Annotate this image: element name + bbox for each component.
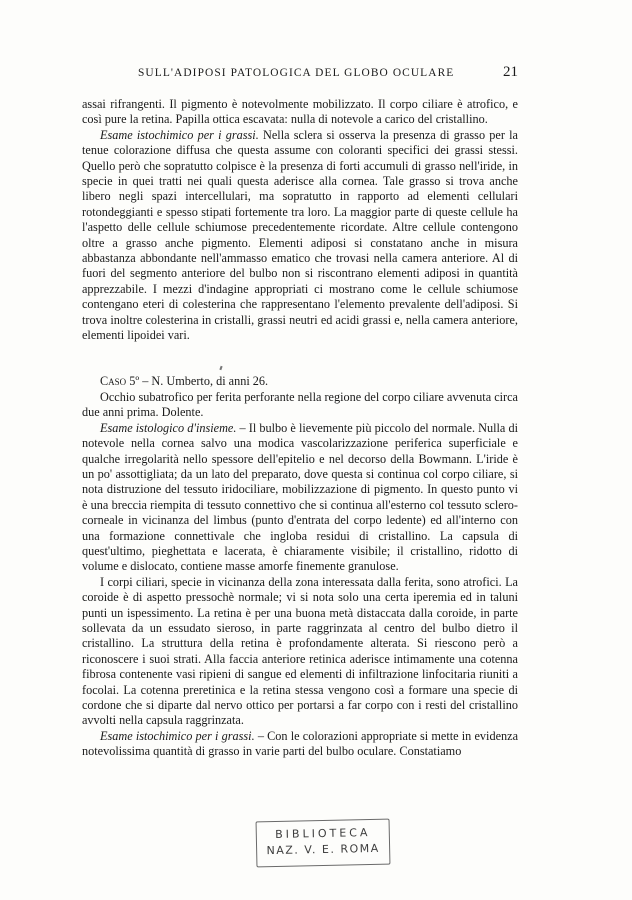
stamp-line-library: BIBLIOTECA — [275, 826, 371, 841]
library-stamp — [256, 819, 391, 868]
stamp-line-location: NAZ. V. E. ROMA — [266, 841, 380, 858]
case-label: Caso 5º — [100, 373, 140, 388]
paragraph-3: Occhio subatrofico per ferita perforante nella regione del corpo ciliare avvenuta circa due anni prima. Dolente. — [82, 389, 518, 420]
section-title-histochemical-2: Esame istochimico per i grassi. — [100, 728, 255, 743]
paragraph-2-text: Nella sclera si osserva la presenza di grasso per la tenue colorazione diffusa che questa assume con coloranti specifici dei grassi stessi. Quello però che sopratutto colpisce è la presenza di forti accumuli di grasso nell'iride, in specie in quei tratti nei quali questa aderisce alla cornea. Tale grasso si trova anche libero negli spazi intercellulari, ma sopratutto in rapporto ad elementi cellulari rotondeggianti e spesso stipati fortemente tra loro. La maggior parte di queste cellule ha l'aspetto delle cellule schiumose precedentemente ricordate. Altre cellule contengono oltre a grasso anche pigmento. Elementi adiposi si constatano anche in misura abbastanza abbondante nell'ammasso ematico che trovasi nella camera anteriore. Al di fuori del segmento anteriore del bulbo non si riscontrano elementi adiposi in quantità apprezzabile. I mezzi d'indagine appropriati ci mostrano come le cellule schiumose contengano eteri di colesterina che rappresentano l'elemento prevalente dell'adiposi. Si trova inoltre colesterina in cristalli, grassi neutri ed acidi grassi e, nella camera anteriore, elementi lipoidei vari. — [82, 127, 518, 343]
paragraph-4-text: – Il bulbo è lievemente più piccolo del normale. Nulla di notevole nella cornea salvo una modica vascolarizzazione periferica superficiale e qualche irregolarità nello spessore dell'epitelio e nel decorso della Bowmann. L'iride è un po' assottigliata; da un lato del preparato, dove questa si continua col corpo ciliare, si nota distruzione del tessuto iridociliare, mobilizzazione di pigmento. In questo punto vi è una breccia riempita di tessuto connettivo che si continua all'esterno col tessuto sclero-corneale in vicinanza del limbus (punto d'entrata del corpo ledente) ed all'interno con una formazione connettivale che ingloba residui di cristallino. La capsula di quest'ultimo, pieghettata e lacerata, è chiaramente visibile; il cristallino, ridotto di volume e dislocato, contiene masse amorfe finemente granulose. — [82, 420, 518, 574]
paragraph-5: I corpi ciliari, specie in vicinanza della zona interessata dalla ferita, sono atrofici. La coroide è di aspetto pressochè normale; vi si nota solo una certa iperemia ed in taluni punti un ispessimento. La retina è per una buona metà distaccata dalla coroide, in parte sollevata da un essudato sieroso, in parte raggrinzata al centro del bulbo dietro il cristallino. La struttura della retina è profondamente alterata. Si riescono però a riconoscere i suoi strati. Alla faccia anteriore retinica aderisce intimamente una cotenna fibrosa contenente vasi ripieni di sangue ed elementi di infiltrazione linfocitaria riuniti a focolai. La cotenna preretinica e la retina stessa vengono così a formare una specie di cordone che si diparte dal nervo ottico per portarsi a far corpo con i resti del cristallino avvolti nella capsula raggrinzata. — [82, 574, 518, 728]
running-head: SULL'ADIPOSI PATOLOGICA DEL GLOBO OCULARE — [138, 67, 455, 79]
section-title-histochemical: Esame istochimico per i grassi. — [100, 127, 259, 142]
paragraph-4 — [82, 421, 518, 575]
case-heading — [82, 374, 518, 389]
page-body — [82, 97, 518, 760]
page-header — [82, 66, 518, 84]
paragraph-2 — [82, 128, 518, 344]
section-title-histological: Esame istologico d'insieme. — [100, 420, 237, 435]
page-number: 21 — [503, 64, 518, 80]
paragraph-6 — [82, 729, 518, 760]
case-subject: – N. Umberto, di anni 26. — [139, 373, 269, 388]
paragraph-1: assai rifrangenti. Il pigmento è notevolmente mobilizzato. Il corpo ciliare è atrofico, e così pure la retina. Papilla ottica escavata: nulla di notevole a carico del cristallino. — [82, 97, 518, 127]
paragraph-6-text: – Con le colorazioni appropriate si mette in evidenza notevolissima quantità di grasso in varie parti del bulbo oculare. Constatiamo — [82, 728, 519, 759]
